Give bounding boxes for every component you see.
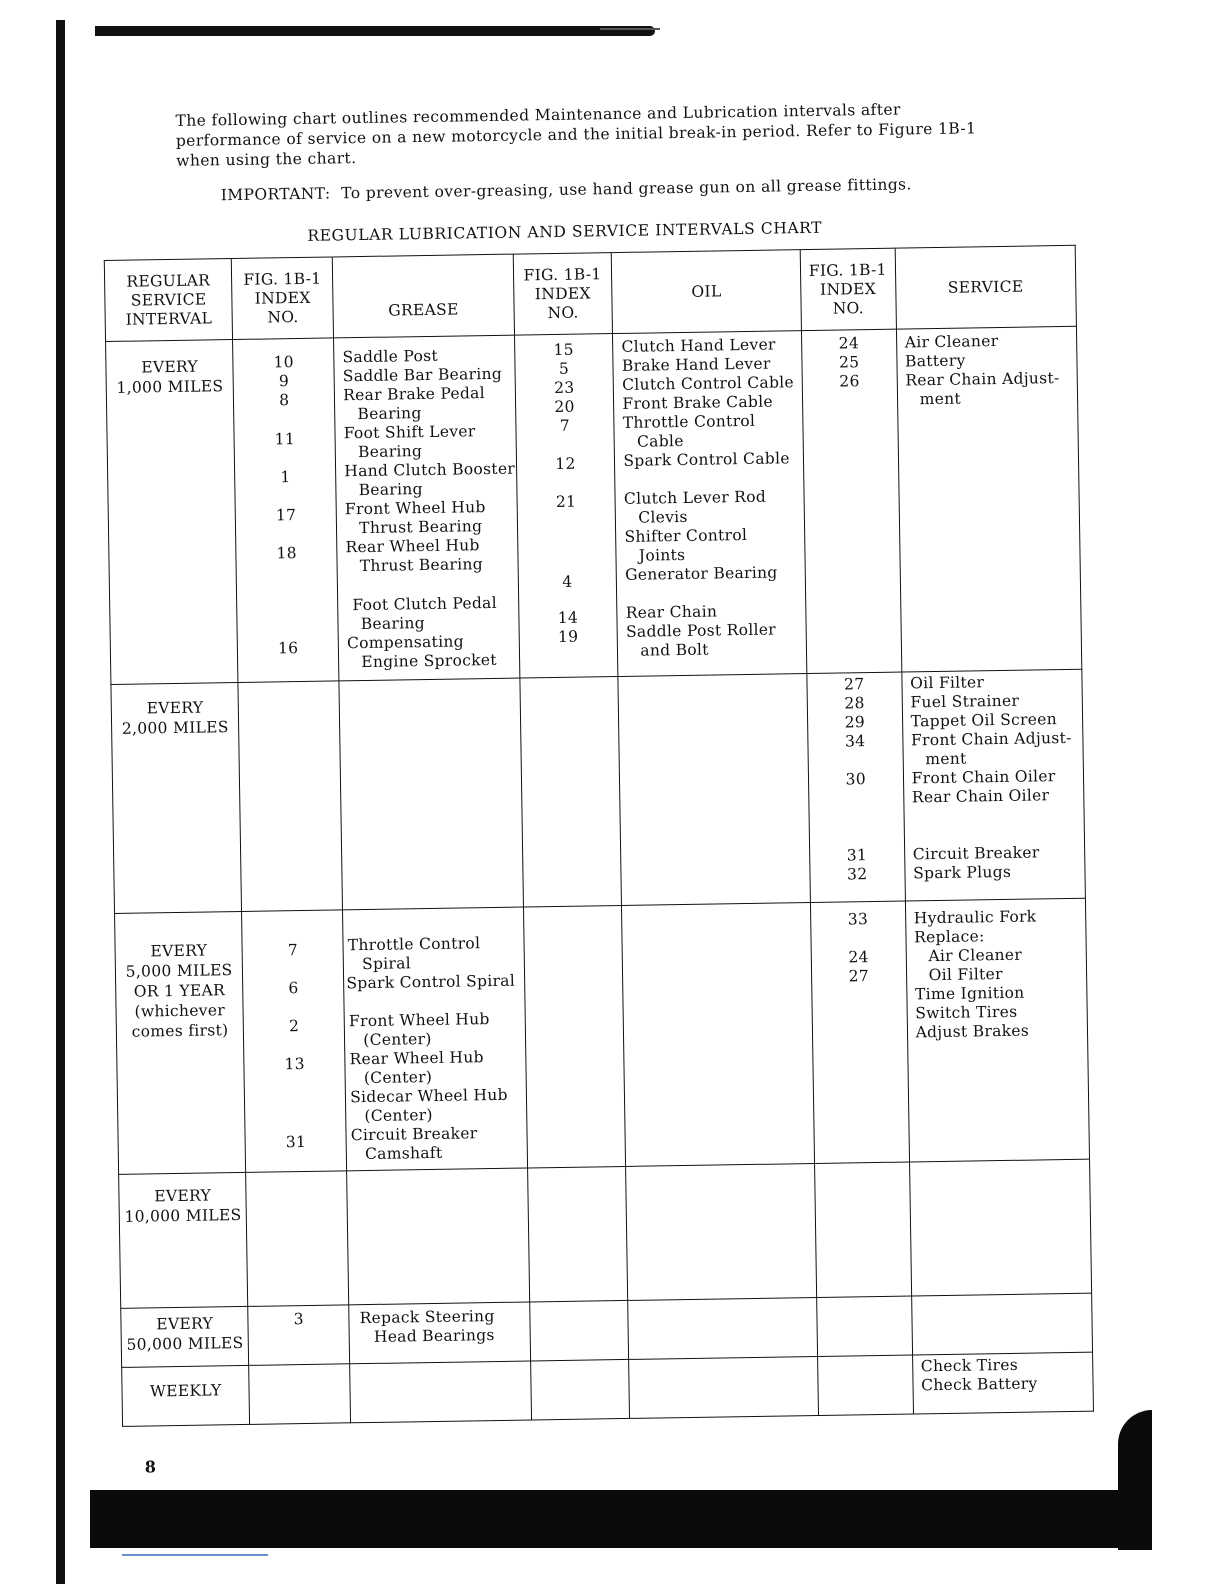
oil-cell	[622, 903, 815, 1167]
index-number: 14	[557, 608, 579, 627]
interval-cell	[119, 1172, 248, 1308]
grease-item: Bearing	[357, 404, 422, 424]
index-number: 3	[293, 1310, 304, 1329]
grease-item: Engine Sprocket	[361, 650, 497, 672]
header-grease-index	[232, 257, 334, 340]
interval-line: OR 1 YEAR	[133, 981, 226, 1001]
service-item: Check Battery	[921, 1374, 1038, 1395]
index-number: 18	[276, 544, 297, 563]
index-number: 12	[555, 454, 576, 473]
important-note	[221, 174, 1001, 204]
grease-cell	[339, 678, 523, 910]
service-index-cell	[801, 329, 901, 673]
interval-cell	[122, 1365, 250, 1426]
index-number: 6	[288, 979, 299, 998]
service-cell	[901, 669, 1085, 901]
grease-item: Saddle Bar Bearing	[342, 364, 503, 386]
grease-item: (Center)	[364, 1105, 433, 1126]
service-item: Oil Filter	[909, 673, 985, 693]
header-line: NO.	[832, 298, 865, 318]
service-item: Front Chain Adjust-	[910, 728, 1072, 750]
grease-item: (Center)	[363, 1067, 433, 1088]
grease-cell	[349, 1302, 530, 1364]
service-item: Rear Chain Adjust-	[905, 369, 1060, 390]
index-number: 7	[559, 416, 571, 435]
index-number: 9	[278, 372, 290, 391]
grease-item: Bearing	[358, 480, 423, 500]
interval-cell	[121, 1306, 249, 1367]
oil-item: Clevis	[638, 507, 688, 527]
grease-item: Rear Brake Pedal	[343, 384, 486, 405]
header-line: FIG. 1B-1	[243, 269, 322, 289]
grease-item: Spark Control Spiral	[346, 971, 516, 993]
grease-index-cell	[233, 338, 339, 683]
interval-cell	[106, 340, 239, 685]
header-line: GREASE	[388, 299, 459, 320]
header-interval	[104, 259, 233, 342]
index-number: 17	[275, 506, 297, 525]
service-item: Spark Plugs	[912, 862, 1012, 883]
grease-cell	[350, 1361, 531, 1423]
oil-item: Shifter Control	[624, 525, 748, 546]
oil-index-cell	[529, 1300, 629, 1361]
service-item: Switch Tires	[915, 1002, 1018, 1023]
service-item: Rear Chain Oiler	[911, 786, 1050, 807]
index-number: 27	[843, 675, 865, 694]
index-number: 15	[553, 340, 575, 359]
service-item: Battery	[904, 351, 966, 371]
index-number: 21	[555, 492, 577, 511]
oil-cell	[629, 1356, 818, 1418]
header-line: SERVICE	[130, 289, 207, 310]
service-cell	[909, 1159, 1091, 1296]
grease-item: Foot Clutch Pedal	[352, 593, 498, 615]
interval-line: comes first)	[131, 1021, 229, 1041]
oil-index-cell	[523, 905, 626, 1168]
grease-item: Rear Wheel Hub	[345, 536, 480, 557]
grease-item: Thrust Bearing	[359, 517, 483, 538]
grease-index-cell	[249, 1364, 351, 1425]
oil-cell	[613, 331, 807, 677]
grease-item: Thrust Bearing	[359, 555, 484, 576]
index-number: 2	[288, 1017, 300, 1036]
service-item: Adjust Brakes	[915, 1021, 1030, 1042]
service-index-cell	[810, 901, 909, 1163]
grease-cell	[343, 907, 527, 1171]
index-number: 32	[846, 865, 868, 884]
oil-index-cell	[514, 334, 618, 679]
interval-line: EVERY	[156, 1314, 214, 1334]
interval-cell	[111, 682, 242, 913]
grease-item: Front Wheel Hub	[348, 1010, 490, 1031]
header-line: NO.	[547, 303, 579, 322]
grease-item: Front Wheel Hub	[344, 498, 486, 519]
index-number: 31	[846, 846, 868, 865]
oil-item: Clutch Hand Lever	[621, 335, 776, 356]
oil-item: Generator Bearing	[625, 563, 778, 584]
index-number: 29	[844, 713, 866, 732]
service-index-cell	[817, 1355, 913, 1415]
grease-item: Spiral	[361, 954, 412, 974]
service-item: ment	[925, 749, 967, 769]
oil-item: Rear Chain	[625, 602, 718, 622]
header-line: REGULAR	[126, 270, 211, 291]
index-number: 8	[279, 391, 290, 410]
service-item: Front Chain Oiler	[911, 767, 1056, 788]
index-number: 20	[554, 397, 575, 416]
oil-cell	[618, 674, 810, 906]
interval-line: 10,000 MILES	[124, 1206, 242, 1226]
grease-item: Head Bearings	[373, 1326, 495, 1346]
index-number: 10	[273, 353, 294, 372]
service-item: Tappet Oil Screen	[910, 710, 1058, 731]
grease-item: Foot Shift Lever	[343, 422, 476, 443]
oil-index-cell	[519, 677, 621, 908]
chart-header-row	[104, 245, 1076, 341]
grease-item: Hand Clutch Booster	[344, 459, 516, 481]
oil-item: and Bolt	[640, 640, 709, 660]
index-number: 24	[848, 948, 869, 967]
intro-paragraph: The following chart outlines recommended Maintenance and Lubrication intervals after performance of service on a new motorcycle and the initial break-in period. Refer to Figure 1B-1 when using the chart.	[175, 100, 977, 170]
grease-item: Saddle Post	[342, 346, 439, 367]
grease-item: Repack Steering	[359, 1307, 495, 1328]
chart-title: REGULAR LUBRICATION AND SERVICE INTERVALS CHART	[307, 218, 823, 245]
oil-item: Throttle Control	[622, 411, 756, 432]
grease-item: (Center)	[363, 1029, 432, 1050]
grease-cell	[347, 1168, 529, 1305]
grease-index-cell	[248, 1305, 350, 1366]
grease-item: Sidecar Wheel Hub	[350, 1085, 508, 1107]
interval-cell	[115, 911, 246, 1174]
index-number: 30	[845, 770, 867, 789]
index-number: 4	[562, 572, 573, 591]
header-line: INDEX	[254, 288, 311, 308]
service-item: Check Tires	[920, 1355, 1019, 1376]
oil-item: Cable	[636, 431, 684, 451]
service-item: Circuit Breaker	[912, 843, 1040, 864]
important-label: IMPORTANT:	[220, 184, 331, 205]
oil-cell	[628, 1297, 817, 1359]
service-item: Air Cleaner	[928, 945, 1023, 966]
interval-line: EVERY	[154, 1186, 212, 1206]
index-number: 7	[287, 941, 299, 960]
service-item: Air Cleaner	[904, 332, 999, 352]
header-line: INTERVAL	[125, 308, 213, 329]
service-index-cell	[814, 1162, 911, 1297]
service-item: Oil Filter	[928, 965, 1003, 985]
index-number: 31	[285, 1132, 307, 1152]
interval-line: EVERY	[146, 698, 204, 718]
oil-item: Brake Hand Lever	[621, 354, 771, 375]
chart-row-10000-miles	[119, 1159, 1092, 1308]
interval-line: EVERY	[150, 941, 208, 961]
header-line: INDEX	[534, 283, 591, 303]
header-service-index	[800, 248, 896, 330]
oil-index-cell	[527, 1166, 628, 1302]
index-number: 1	[280, 468, 291, 487]
index-number: 19	[557, 627, 579, 646]
service-item: Fuel Strainer	[910, 691, 1020, 712]
grease-item: Circuit Breaker	[350, 1124, 478, 1145]
header-line: INDEX	[819, 279, 877, 299]
chart-row-5000-miles	[115, 898, 1090, 1174]
header-line: FIG. 1B-1	[808, 260, 887, 280]
grease-item: Camshaft	[364, 1143, 443, 1164]
grease-item: Throttle Control	[347, 934, 481, 955]
index-number: 33	[847, 910, 869, 929]
index-number: 27	[848, 967, 870, 986]
header-line: SERVICE	[947, 277, 1024, 297]
header-line: OIL	[691, 281, 722, 301]
grease-item: Compensating	[346, 632, 465, 653]
index-number: 16	[277, 639, 299, 658]
interval-line: 2,000 MILES	[121, 718, 229, 738]
service-cell	[911, 1293, 1092, 1355]
interval-line: 50,000 MILES	[126, 1333, 244, 1354]
page-number: 8	[144, 1457, 157, 1477]
service-item: Hydraulic Fork	[913, 907, 1037, 928]
index-number: 28	[844, 694, 865, 713]
service-item: Time Ignition	[914, 983, 1025, 1004]
interval-line: 5,000 MILES	[125, 961, 233, 981]
grease-index-cell	[242, 910, 347, 1173]
interval-line: WEEKLY	[149, 1381, 222, 1401]
header-line: FIG. 1B-1	[523, 264, 602, 284]
index-number: 5	[558, 359, 570, 378]
service-index-cell	[807, 672, 905, 902]
grease-index-cell	[238, 681, 342, 912]
interval-line: 1,000 MILES	[116, 377, 224, 397]
grease-item: Bearing	[357, 442, 423, 462]
grease-item: Bearing	[360, 614, 426, 634]
oil-item: Front Brake Cable	[622, 392, 774, 413]
grease-cell	[334, 335, 520, 681]
index-number: 25	[838, 353, 860, 372]
interval-line: (whichever	[134, 1001, 226, 1021]
index-number: 26	[839, 372, 860, 391]
index-number: 24	[838, 334, 860, 353]
grease-index-cell	[246, 1171, 349, 1307]
header-service	[895, 245, 1077, 329]
header-line: NO.	[267, 307, 299, 326]
service-item: ment	[919, 389, 962, 409]
chart-row-1000-miles	[106, 326, 1082, 684]
service-index-cell	[817, 1296, 913, 1356]
oil-item: Spark Control Cable	[623, 449, 790, 470]
oil-cell	[626, 1163, 817, 1300]
oil-item: Joints	[638, 545, 686, 565]
lubrication-chart	[104, 245, 1094, 1427]
important-text: To prevent over-greasing, use hand grease gun on all grease fittings.	[341, 175, 912, 203]
header-oil	[612, 250, 802, 334]
index-number: 13	[284, 1054, 306, 1074]
grease-item: Rear Wheel Hub	[349, 1048, 484, 1069]
header-oil-index	[513, 253, 613, 336]
service-cell	[912, 1352, 1093, 1414]
oil-item: Clutch Control Cable	[622, 373, 795, 394]
index-number: 11	[274, 430, 296, 449]
service-cell	[896, 326, 1082, 672]
interval-line: EVERY	[141, 357, 199, 377]
index-number: 23	[553, 378, 575, 397]
oil-item: Saddle Post Roller	[625, 620, 777, 641]
header-grease	[332, 254, 514, 338]
service-cell	[905, 898, 1089, 1162]
oil-item: Clutch Lever Rod	[623, 487, 767, 508]
chart-row-2000-miles	[111, 669, 1085, 913]
service-item: Replace:	[913, 927, 985, 947]
oil-index-cell	[530, 1359, 630, 1420]
index-number: 34	[844, 732, 866, 751]
